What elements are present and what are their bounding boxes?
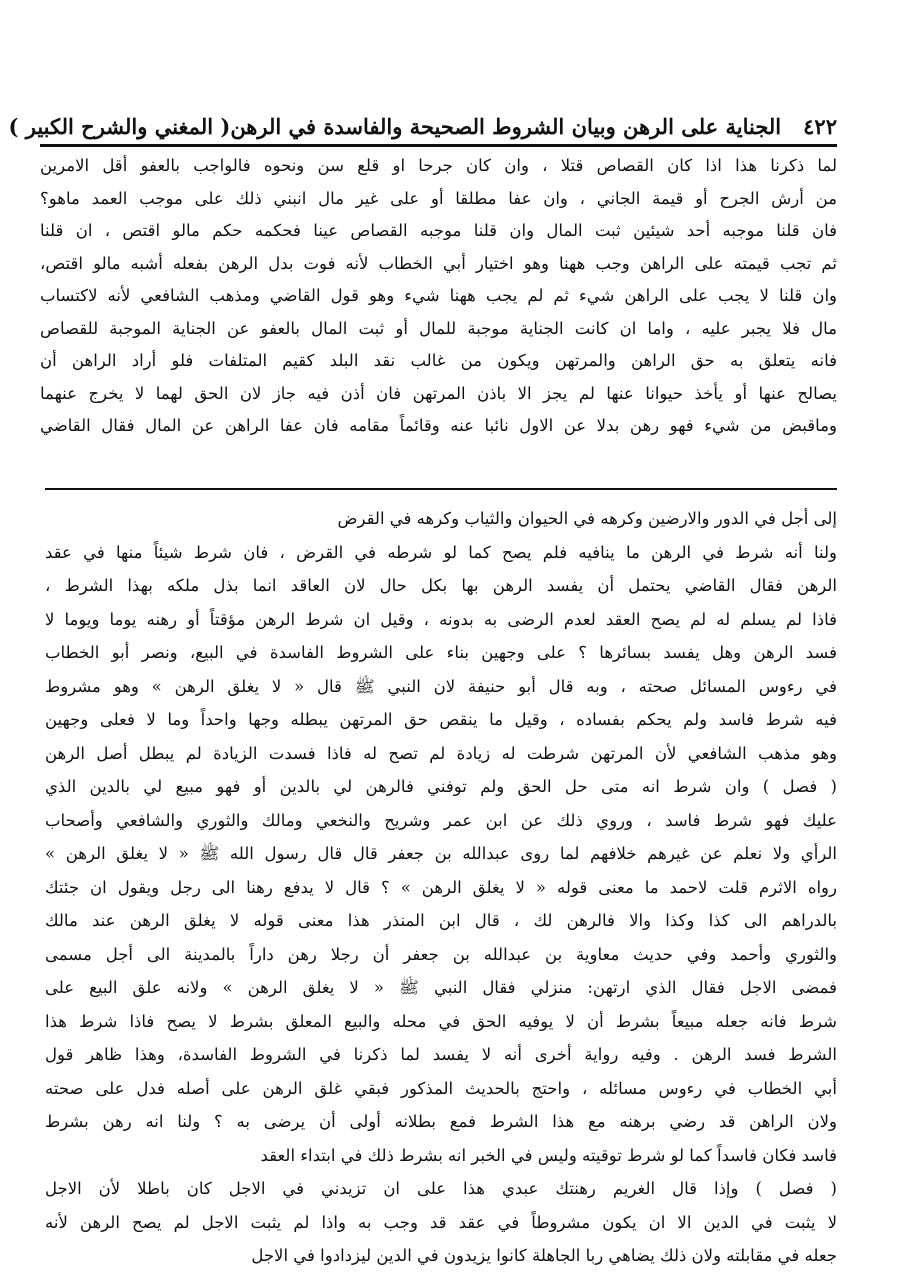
main-line: ( فصل ) وإذا قال الغريم رهنتك عبدي هذا على ان تزيدني في الاجل كان باطلا لأن الاجل (45, 1179, 837, 1198)
main-line: عليك فهو شرط فاسد ، وروي ذلك عن ابن عمر وشريح والنخعي ومالك والثوري والشافعي وأصحاب (45, 810, 837, 830)
main-line: الرهن فقال القاضي يحتمل أن يفسد الرهن بها بكل حال لان العاقد انما بذل ملكه بهذا الشرط ، (45, 576, 837, 595)
main-line: الرأي ولا نعلم عن غيرهم خلافهم لما روى عبدالله بن جعفر قال قال رسول الله ﷺ « لا يغلق الرهن » (45, 844, 837, 863)
main-line: فسد الرهن وهل يفسد بسائرها ؟ على وجهين بناء على الشروط الفاسدة في البيع، ونصر أبو الخطاب (45, 643, 837, 662)
main-line: أبي الخطاب في رءوس مسائله ، واحتج بالحديث المذكور فبقي غلق الرهن على أصله فدل على صحته (45, 1078, 837, 1098)
main-line: في رءوس المسائل صحته ، وبه قال أبو حنيفة لان النبي ﷺ قال « لا يغلق الرهن » وهو مشروط (45, 676, 837, 696)
header-right-group (230, 114, 837, 139)
commentary-line: يصالح عنها أو يأخذ حيوانا عنها لم يجز الا باذن المرتهن فان أذن فيه جاز لان الحق لهما لا يخرج عنهما (40, 383, 837, 403)
main-line: فيه شرط فاسد ولم يحكم بفساده ، وقيل ما ينقص حق المرتهن يبطله وجها واحداً وما لا فعلى وجهين (45, 710, 837, 729)
main-line: جعله في مقابلته ولان ذلك يضاهي ربا الجاهلة كانوا يزيدون في الدين ليزدادوا في الاجل (251, 1246, 837, 1265)
main-line: وهو مذهب الشافعي لأن المرتهن شرطت له زيادة لم تصح له فاذا فسدت الزيادة لم يبطل أصل الرهن (45, 743, 837, 763)
commentary-line: لما ذكرنا هذا اذا كان القصاص قتلا ، وان كان جرحا او قلع سن ونحوه فالواجب بالعفو أقل الامرين (40, 156, 837, 175)
commentary-line: من أرش الجرح أو قيمة الجاني ، وان عفا مطلقا أو على غير مال انبني ذلك على موجب العمد ماهو؟ (40, 188, 837, 208)
main-line: فمضى الاجل فقال الذي ارتهن: منزلي فقال النبي ﷺ « لا يغلق الرهن » ولانه علق البيع على (45, 978, 837, 997)
commentary-line: وان قلنا لا يجب على الراهن شيء ثم لم يجب ههنا شيء وهو قول القاضي ومذهب الشافعي لأنه لاكتساب (40, 286, 837, 305)
commentary-line: فان قلنا موجبه أحد شيئين ثبت المال وان قلنا موجبه القصاص عينا فحكمه حكم مالو اقتص ، ان قلنا (40, 221, 837, 240)
commentary-block (40, 150, 837, 443)
main-line: شرط فانه جعله مبيعاً بشرط أن لا يوفيه الحق في محله والبيع المعلق بشرط لا يصح فاذا شرط هذا (45, 1011, 837, 1031)
section-divider (45, 488, 837, 490)
main-line: ولان الراهن قد رضي برهنه مع هذا الشرط فمع بطلانه أولى أن يرضى به ؟ ولنا انه رهن بشرط (45, 1112, 837, 1131)
main-line: لا يثبت في الدين الا ان يكون مشروطاً في عقد قد وجب به واذا لم يثبت الاجل لم يصح الرهن لأنه (45, 1212, 837, 1232)
page-number: ٤٢٢ (803, 113, 837, 139)
main-line: ولنا أنه شرط في الرهن ما ينافيه فلم يصح كما لو شرطه في القرض ، فان شرط شيئاً منها في عقد (45, 542, 837, 562)
main-text-block (45, 502, 837, 1273)
commentary-line: مال فلا يجبر عليه ، واما ان كانت الجناية موجبة للمال أو ثبت المال بالعفو عن الجناية الموجبة للقصاص (40, 318, 837, 338)
main-line: ( فصل ) وان شرط انه متى حل الحق ولم توفني فالرهن لي بالدين أو فهو مبيع لي بالدين الذي (45, 777, 837, 796)
commentary-line: وماقبض من شيء فهو رهن بدلا عن الاول نائبا عنه وقائماً مقامه فان عفا الراهن عن المال فقال القاضي (40, 416, 837, 435)
main-line: الشرط فسد الرهن . وفيه رواية أخرى أنه لا يفسد لما ذكرنا في الشروط الفاسدة، وهذا ظاهر قول (45, 1045, 837, 1064)
main-line: فاسد فكان فاسداً كما لو شرط توقيته وليس في الخبر انه بشرط ذلك في ابتداء العقد (260, 1145, 837, 1165)
book-title: ( المغني والشرح الكبير ) (8, 113, 231, 139)
main-line: والثوري وأحمد وفي حديث معاوية بن عبدالله بن جعفر أن رجلا رهن داراً بالمدينة الى أجل مسمى (45, 944, 837, 964)
running-header (8, 108, 837, 147)
main-line: إلى أجل في الدور والارضين وكرهه في الحيوان والثياب وكرهه في القرض (337, 509, 837, 528)
chapter-title: الجناية على الرهن وبيان الشروط الصحيحة والفاسدة في الرهن (230, 113, 782, 139)
main-line: رواه الاثرم قلت لاحمد ما معنى قوله « لا يغلق الرهن » ؟ قال لا يدفع رهنا الى رجل ويقول ان جئتك (45, 877, 837, 897)
main-line: بالدراهم الى كذا وكذا والا فالرهن لك ، قال ابن المنذر هذا معنى قوله لا يغلق الرهن عند مالك (45, 911, 837, 930)
commentary-line: فانه يتعلق به حق الراهن والمرتهن ويكون من غالب نقد البلد كقيم المتلفات فلو أراد الراهن أن (40, 351, 837, 370)
main-line: فاذا لم يسلم له لم يصح العقد لعدم الرضى به بدونه ، وقيل ان شرط الرهن مؤقتاً أو رهنه يوما ويوما لا (45, 609, 837, 629)
commentary-line: ثم تجب قيمته على الراهن وجب ههنا وهو اختيار أبي الخطاب لأنه فوت بدل الرهن بفعله أشبه مالو اقتص، (40, 253, 837, 273)
